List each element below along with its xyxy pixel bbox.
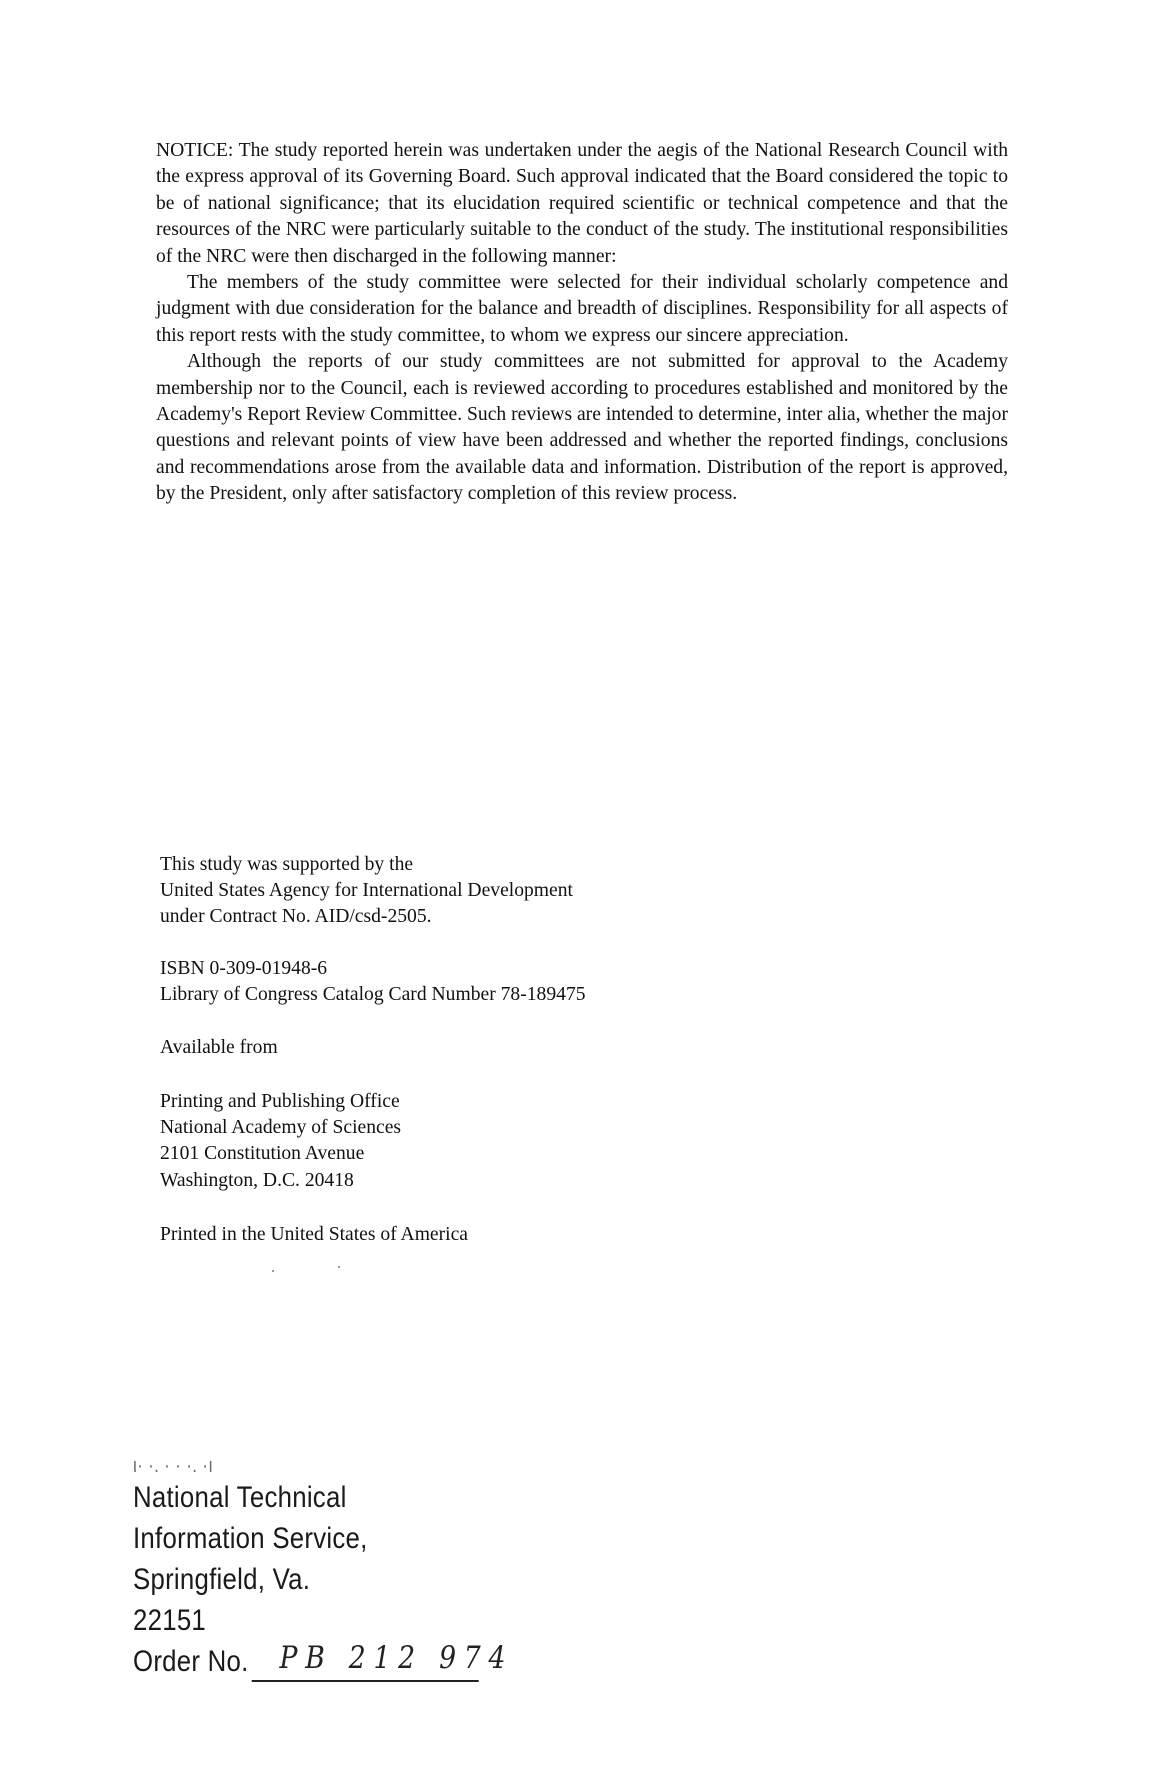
stamp-line: National Technical — [133, 1481, 347, 1514]
support-statement — [160, 852, 573, 931]
scan-speck — [338, 1266, 340, 1268]
printed-in-statement: Printed in the United States of America — [160, 1224, 468, 1245]
notice-section — [156, 138, 1008, 508]
stamp-line: 22151 — [133, 1604, 207, 1637]
scan-speck — [272, 1270, 274, 1272]
support-line: This study was supported by the — [160, 854, 414, 875]
notice-paragraph: Although the reports of our study committees are not submitted for approval to the Academy membership nor to the Council, each is reviewed according to procedures established and monitored by the Academy's Report Review Committee. Such reviews are intended to determine, inter alia, whether the major questions and relevant points of view have been addressed and whether the reported findings, conclusions and recommendations arose from the available data and information. Distribution of the report is approved, by the President, only after satisfactory completion of this review process. — [156, 351, 1008, 505]
notice-paragraph: The members of the study committee were selected for their individual scholarly competence and judgment with due consideration for the balance and breadth of disciplines. Responsibility for all aspects of this report rests with the study committee, to whom we express our sincere appreciation. — [156, 272, 1008, 346]
publisher-street: 2101 Constitution Avenue — [160, 1143, 365, 1165]
publisher-office: Printing and Publishing Office — [160, 1091, 400, 1112]
library-of-congress-number: Library of Congress Catalog Card Number 78-189475 — [160, 984, 586, 1006]
catalog-info — [160, 956, 586, 1008]
order-number-field — [252, 1640, 514, 1682]
availability-label: Available from — [160, 1037, 278, 1058]
stamp-faint-line: ι· ·. · · ·. ·ı — [133, 1455, 214, 1477]
stamp-line: Information Service, — [133, 1522, 368, 1555]
isbn: ISBN 0-309-01948-6 — [160, 958, 328, 979]
ntis-stamp — [133, 1455, 514, 1682]
handwritten-order-number: PB 212 974 — [279, 1640, 514, 1676]
publisher-name: National Academy of Sciences — [160, 1117, 402, 1139]
support-line: United States Agency for International Development — [160, 880, 573, 902]
stamp-line: Springfield, Va. — [133, 1563, 311, 1596]
notice-paragraph: NOTICE: The study reported herein was undertaken under the aegis of the National Research Council with the express approval of its Governing Board. Such approval indicated that the Board considered the topic to be of national significance; that its elucidation required scientific or technical competence and that the resources of the NRC were particularly suitable to the conduct of the study. The institutional responsibilities of the NRC were then discharged in the following manner: — [156, 140, 1008, 267]
order-number-row — [133, 1640, 514, 1682]
publisher-address — [160, 1089, 401, 1194]
publisher-city: Washington, D.C. 20418 — [160, 1169, 354, 1191]
support-line: under Contract No. AID/csd-2505. — [160, 906, 432, 928]
order-label: Order No. — [133, 1645, 249, 1678]
